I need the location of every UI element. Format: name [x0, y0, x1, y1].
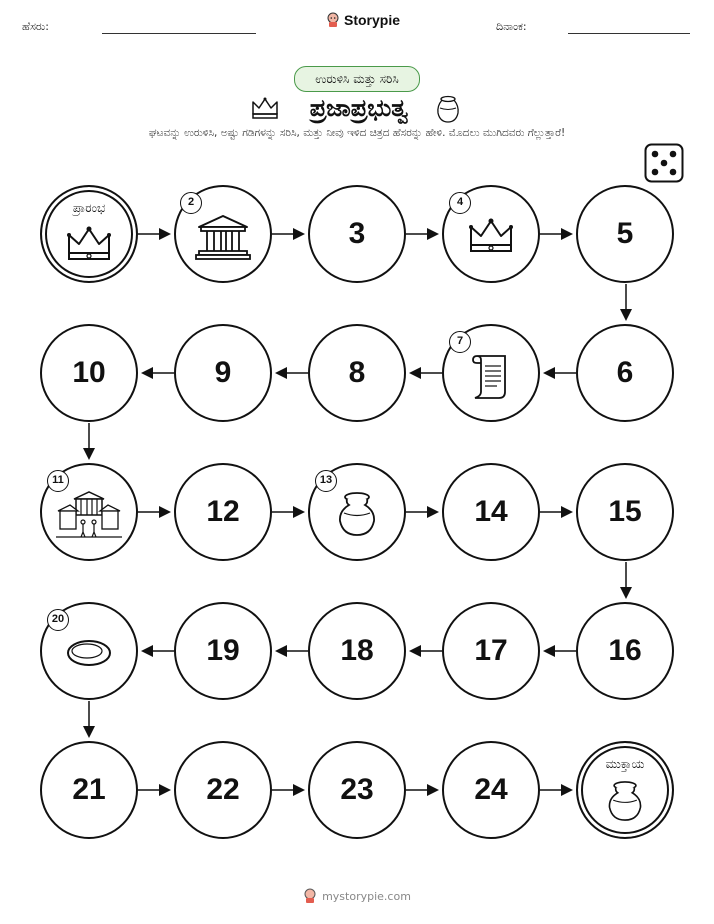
space-number-badge: 7 — [449, 331, 471, 353]
pot-icon — [605, 779, 645, 823]
space-24[interactable] — [442, 741, 540, 839]
space-16[interactable] — [576, 602, 674, 700]
space-23[interactable] — [308, 741, 406, 839]
space-number: 10 — [72, 356, 106, 389]
space-10[interactable] — [40, 324, 138, 422]
space-number: 21 — [72, 773, 106, 806]
space-number: 16 — [608, 634, 642, 667]
space-number: 22 — [206, 773, 240, 806]
finish-label: ಮುಕ್ತಾಯ — [605, 757, 645, 771]
stone-icon — [65, 638, 113, 668]
space-number: 19 — [206, 634, 240, 667]
start-label: ಪ್ರಾರಂಭ — [72, 201, 106, 215]
crown-icon — [65, 225, 113, 263]
space-14[interactable] — [442, 463, 540, 561]
space-12[interactable] — [174, 463, 272, 561]
space-number-badge: 20 — [47, 609, 69, 631]
scroll-icon — [469, 352, 513, 400]
space-15[interactable] — [576, 463, 674, 561]
pot-icon — [335, 491, 379, 537]
space-number: 24 — [474, 773, 508, 806]
space-22[interactable] — [174, 741, 272, 839]
crown-icon — [467, 217, 515, 255]
market-icon — [56, 489, 122, 541]
space-number: 5 — [616, 217, 634, 250]
space-3[interactable] — [308, 185, 406, 283]
space-19[interactable] — [174, 602, 272, 700]
building-icon — [195, 213, 251, 261]
brand-name: Storypie — [344, 12, 401, 28]
name-label: ಹೆಸರು: — [22, 20, 49, 33]
space-number: 23 — [340, 773, 374, 806]
space-number: 17 — [474, 634, 508, 667]
space-17[interactable] — [442, 602, 540, 700]
space-number: 3 — [348, 217, 366, 250]
space-number: 8 — [348, 356, 366, 389]
footer-url[interactable]: mystorypie.com — [322, 889, 411, 903]
space-number: 15 — [608, 495, 642, 528]
date-label: ದಿನಾಂಕ: — [496, 20, 527, 33]
finish-space[interactable] — [576, 741, 674, 839]
mascot-icon — [303, 888, 317, 904]
space-number: 9 — [214, 356, 232, 389]
space-number: 18 — [340, 634, 374, 667]
footer — [0, 888, 714, 904]
space-8[interactable] — [308, 324, 406, 422]
space-number-badge: 11 — [47, 470, 69, 492]
space-number-badge: 13 — [315, 470, 337, 492]
space-number-badge: 4 — [449, 192, 471, 214]
instructions: ಘಟವನ್ನು ಉರುಳಿಸಿ, ಅಷ್ಟು ಗಡಿಗಳನ್ನು ಸರಿಸಿ, ಮತ್ತು ನೀವು ಇಳಿದ ಚಿತ್ರದ ಹೆಸರನ್ನು ಹೇಳಿ. ಮೊದಲು ಮುಗಿದವರು ಗೆಲ್ಲುತ್ತಾರೆ! — [148, 127, 566, 139]
space-6[interactable] — [576, 324, 674, 422]
page-title: ಪ್ರಜಾಪ್ರಭುತ್ವ — [309, 94, 409, 122]
space-9[interactable] — [174, 324, 272, 422]
space-21[interactable] — [40, 741, 138, 839]
activity-badge: ಉರುಳಿಸಿ ಮತ್ತು ಸರಿಸಿ — [294, 66, 420, 92]
space-5[interactable] — [576, 185, 674, 283]
space-18[interactable] — [308, 602, 406, 700]
space-number: 6 — [616, 356, 634, 389]
space-number: 14 — [474, 495, 508, 528]
space-number-badge: 2 — [180, 192, 202, 214]
start-space[interactable] — [40, 185, 138, 283]
space-number: 12 — [206, 495, 240, 528]
